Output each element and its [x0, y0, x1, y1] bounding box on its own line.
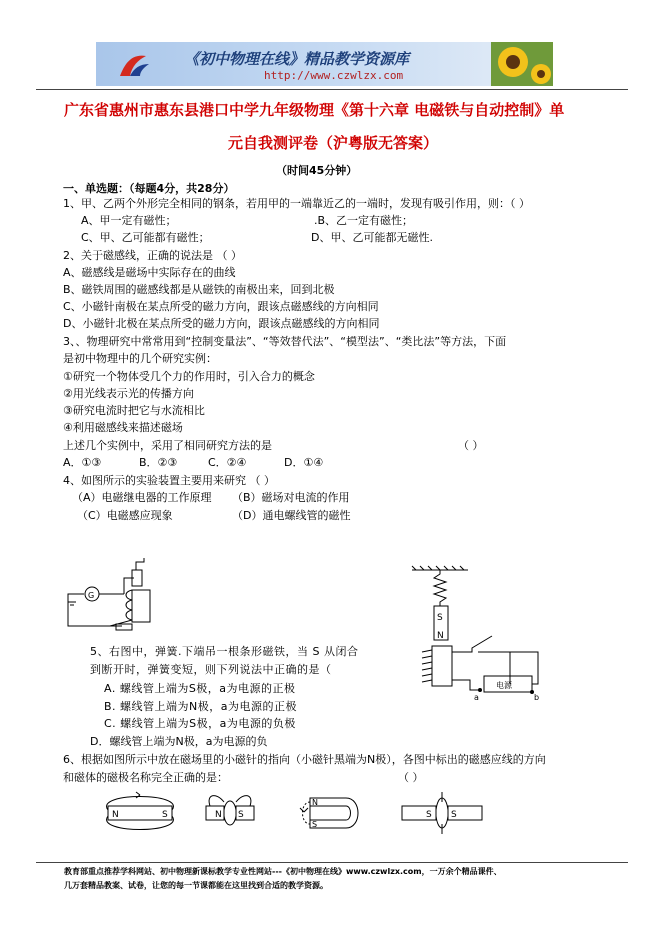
site-banner — [96, 42, 553, 86]
q6-stem-line2: 和磁体的磁极名称完全正确的是： — [63, 771, 228, 784]
q1-stem: 1、甲、乙两个外形完全相同的钢条，若用甲的一端靠近乙的一端时，发现有吸引作用，则：（ ） — [63, 197, 530, 210]
q1-option-a: A、甲一定有磁性； — [81, 214, 177, 227]
q2-option-c: C、小磁针南极在某点所受的磁力方向，跟该点磁感线的方向相同 — [63, 300, 379, 313]
header-rule — [36, 89, 628, 90]
q4-option-c: （C）电磁感应现象 — [77, 509, 173, 522]
q6-answer-paren: （ ） — [398, 771, 424, 784]
banner-url[interactable]: http://www.czwlzx.com — [264, 69, 404, 82]
q3-question: 上述几个实例中，采用了相同研究方法的是 — [63, 439, 272, 452]
logo-icon — [116, 50, 152, 80]
q5-option-c: C. 螺线管上端为S极，a为电源的负极 — [104, 717, 296, 730]
q3-item-2: ②用光线表示光的传播方向 — [63, 387, 194, 400]
q6-fig2-s-label: S — [238, 810, 244, 820]
q4-stem: 4、如图所示的实验装置主要用来研究 （ ） — [63, 474, 275, 487]
q6-fig-1-bar-magnet — [96, 788, 186, 838]
q4-option-a: （A）电磁继电器的工作原理 — [72, 491, 212, 504]
q4-option-b: （B）磁场对电流的作用 — [232, 491, 350, 504]
q5-stem-line1: 5、右图中，弹簧.下端吊一根条形磁铁，当 S 从闭合 — [90, 645, 359, 658]
q3-option-c: C．②④ — [208, 456, 247, 469]
q1-option-d: D、甲、乙可能都无磁性. — [311, 231, 433, 244]
q6-fig1-n-label: N — [112, 810, 119, 820]
q4-circuit-figure — [62, 556, 162, 636]
q5-option-b: B. 螺线管上端为N极，a为电源的正极 — [104, 700, 298, 713]
q6-fig3-n-label: N — [312, 798, 318, 807]
footer-line1: 教育部重点推荐学科网站、初中物理新课标教学专业性网站---《初中物理在线》www.czwlzx.com，一万余个精品课件、 — [64, 867, 502, 876]
q2-option-b: B、磁铁周围的磁感线都是从磁铁的南极出来，回到北极 — [63, 283, 335, 296]
q2-stem: 2、关于磁感线，正确的说法是 （ ） — [63, 249, 242, 262]
q3-item-3: ③研究电流时把它与水流相比 — [63, 404, 205, 417]
q3-stem-line1: 3、、物理研究中常常用到“控制变量法”、“等效替代法”、“模型法”、“类比法”等方法，下面 — [63, 335, 507, 348]
q5-fig-b-label: b — [534, 693, 540, 700]
q5-fig-s-label: S — [437, 613, 443, 623]
svg-text:G: G — [88, 591, 95, 600]
q4-option-d: （D）通电螺线管的磁性 — [232, 509, 351, 522]
sunflower-icon — [491, 42, 553, 86]
q6-stem-line1: 6、根据如图所示中放在磁场里的小磁针的指向（小磁针黑端为N极），各图中标出的磁感应线的方向 — [63, 753, 546, 766]
q6-fig4-s1-label: S — [426, 810, 432, 820]
q3-item-1: ①研究一个物体受几个力的作用时，引入合力的概念 — [63, 370, 315, 383]
q5-fig-n-label: N — [437, 631, 444, 641]
q3-option-b: B．②③ — [139, 456, 178, 469]
q3-option-a: A．①③ — [63, 456, 102, 469]
q6-fig-2-facing-magnets — [200, 788, 260, 838]
banner-title: 《初中物理在线》精品教学资源库 — [184, 50, 410, 68]
section-heading: 一、单选题：（每题4分，共28分） — [63, 182, 235, 195]
footer-line2: 几万套精品教案、试卷，让您的每一节课都能在这里找到合适的教学资源。 — [64, 881, 328, 890]
q1-option-c: C、甲、乙可能都有磁性； — [81, 231, 210, 244]
q6-fig-4-like-poles — [398, 788, 488, 838]
q5-fig-a-label: a — [474, 693, 479, 700]
q5-spring-magnet-figure — [410, 560, 550, 700]
time-note: （时间45分钟） — [276, 164, 358, 177]
q3-option-d: D．①④ — [284, 456, 324, 469]
document-title-line2: 元自我测评卷（沪粤版无答案） — [228, 134, 439, 152]
q6-fig4-s2-label: S — [451, 810, 457, 820]
q2-option-d: D、小磁针北极在某点所受的磁力方向，跟该点磁感线的方向相同 — [63, 317, 380, 330]
q6-fig-3-u-magnet — [290, 788, 380, 838]
q6-fig3-s-label: S — [312, 820, 318, 829]
q3-item-4: ④利用磁感线来描述磁场 — [63, 421, 183, 434]
q3-answer-paren: （ ） — [458, 439, 484, 452]
q6-fig1-s-label: S — [162, 810, 168, 820]
document-title-line1: 广东省惠州市惠东县港口中学九年级物理《第十六章 电磁铁与自动控制》单 — [64, 101, 565, 119]
footer-rule — [36, 862, 628, 863]
q5-option-d: D．螺线管上端为N极，a为电源的负 — [90, 735, 268, 748]
q2-option-a: A、磁感线是磁场中实际存在的曲线 — [63, 266, 236, 279]
q3-stem-line2: 是初中物理中的几个研究实例： — [63, 352, 217, 365]
q1-option-b: .B、乙一定有磁性； — [314, 214, 414, 227]
q6-fig2-n-label: N — [215, 810, 222, 820]
q5-stem-line2: 到断开时，弹簧变短，则下列说法中正确的是（ — [90, 663, 332, 676]
q5-fig-source-label: 电源 — [496, 681, 512, 690]
q5-option-a: A. 螺线管上端为S极，a为电源的正极 — [104, 682, 296, 695]
